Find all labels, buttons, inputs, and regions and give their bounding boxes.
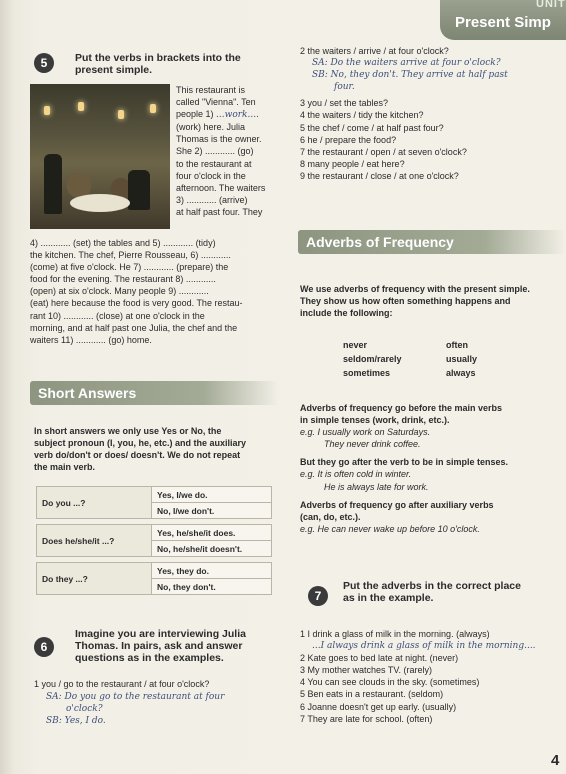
exercise-7-title <box>343 580 521 604</box>
text-line: 5 the chef / come / at half past four? <box>300 122 444 133</box>
text-line: the kitchen. The chef, Pierre Rousseau, 6) ............ <box>30 250 231 261</box>
text-line: They show us how often something happens and <box>300 296 511 307</box>
yes-answer-cell: Yes, I/we do. <box>152 487 272 503</box>
short-answers-table <box>36 486 272 595</box>
text-line: 7 the restaurant / open / at seven o'clock? <box>300 146 467 157</box>
text-line: people 1) ...work.... <box>176 109 259 121</box>
text-line: called "Vienna". Ten <box>176 97 256 108</box>
exercise-6-title-line: Imagine you are interviewing Julia <box>75 628 246 640</box>
text-line: 4 You can see clouds in the sky. (sometimes) <box>300 677 480 688</box>
text-line: food for the evening. The restaurant 8) ............ <box>30 274 216 285</box>
text-line: This restaurant is <box>176 85 246 95</box>
text-line: Adverbs of frequency go after auxiliary verbs <box>300 499 494 510</box>
lamp-icon <box>44 106 50 115</box>
table-row <box>37 563 272 579</box>
handwritten-answer: SA: Do the waiters arrive at four o'clock? <box>312 58 501 69</box>
page-number: 4 <box>551 752 560 769</box>
exercise-6-title-line: Thomas. In pairs, ask and answer <box>75 640 243 652</box>
text-line: in simple tenses (work, drink, etc.). <box>300 415 450 426</box>
lamp-icon <box>118 110 124 119</box>
exercise-7-number: 7 <box>308 586 328 606</box>
handwritten-answer: SB: Yes, I do. <box>46 716 106 727</box>
text-line: Adverbs of frequency go before the main verbs <box>300 403 503 413</box>
exercise-7-items <box>300 628 562 725</box>
text-line: In short answers we only use Yes or No, the <box>34 426 222 436</box>
text-line: four o'clock in the <box>176 170 246 181</box>
example-line: e.g. I usually work on Saturdays. <box>300 427 431 438</box>
exercise-5-text-full <box>30 237 280 346</box>
text-line: (open) at six o'clock. Many people 9) ............ <box>30 286 209 297</box>
no-answer-cell: No, he/she/it doesn't. <box>152 541 272 557</box>
handwritten-answer: SA: Do you go to the restaurant at four <box>46 692 225 703</box>
no-answer-cell: No, they don't. <box>152 579 272 595</box>
example-line: e.g. He can never wake up before 10 o'clock. <box>300 523 480 534</box>
text-line: to the restaurant at <box>176 158 252 169</box>
adverb-cell: sometimes <box>343 368 391 378</box>
question-cell: Do you ...? <box>37 487 152 519</box>
exercise-7-title-line: as in the example. <box>343 592 434 604</box>
exercise-5-title-line: Put the verbs in brackets into the <box>75 52 241 64</box>
exercise-7-title-line: Put the adverbs in the correct place <box>343 580 521 592</box>
unit-label: UNIT <box>536 0 566 10</box>
text-line: 9 the restaurant / close / at one o'clock? <box>300 170 459 181</box>
text-line: waiters 11) ............ (go) home. <box>30 334 152 345</box>
table-shape <box>70 194 130 212</box>
example-line: He is always late for work. <box>324 481 429 492</box>
adverbs-banner: Adverbs of Frequency <box>298 230 566 254</box>
table-row <box>37 525 272 541</box>
text-line: 7 They are late for school. (often) <box>300 713 433 724</box>
text-line: the main verb. <box>34 462 96 473</box>
text-line: include the following: <box>300 308 393 319</box>
diner-figure <box>128 170 150 210</box>
text-line: (eat) here because the food is very good. The restau- <box>30 298 243 309</box>
exercise-6-title-line: questions as in the examples. <box>75 652 224 664</box>
exercise-6-title <box>75 628 246 664</box>
text-line: 6 he / prepare the food? <box>300 134 397 145</box>
short-answers-banner: Short Answers <box>30 381 278 405</box>
adverb-cell: never <box>343 340 368 350</box>
text-line: 5 Ben eats in a restaurant. (seldom) <box>300 689 444 700</box>
question-cell: Does he/she/it ...? <box>37 525 152 557</box>
exercise-5-title <box>75 52 241 76</box>
adverb-cell: usually <box>446 354 478 364</box>
adverbs-intro <box>300 283 562 319</box>
exercise-5-title-line: present simple. <box>75 64 153 76</box>
header-title: Present Simp <box>455 14 551 31</box>
text-line: verb do/don't or does/ doesn't. We do not repeat <box>34 450 241 461</box>
handwritten-answer: ...I always drink a glass of milk in the morning.... <box>312 641 536 652</box>
text-line: (come) at five o'clock. He 7) ............ (prepare) the <box>30 262 229 273</box>
restaurant-photo <box>30 84 170 229</box>
text-line: But they go after the verb to be in simple tenses. <box>300 457 509 468</box>
example-line: e.g. It is often cold in winter. <box>300 469 412 480</box>
exercise-5-text-column <box>176 84 276 218</box>
handwritten-answer: four. <box>334 82 355 93</box>
table-row <box>37 487 272 503</box>
text-line: (can, do, etc.). <box>300 511 361 522</box>
text-line: afternoon. The waiters <box>176 182 266 193</box>
text-line: (work) here. Julia <box>176 122 246 133</box>
text-line: morning, and at half past one Julia, the chef and the <box>30 322 238 333</box>
example-line: They never drink coffee. <box>324 439 421 450</box>
exercise-5-number: 5 <box>34 53 54 73</box>
text-line: 2 Kate goes to bed late at night. (never) <box>300 653 459 664</box>
text-line: 3 you / set the tables? <box>300 98 389 109</box>
adverbs-rules <box>300 402 562 535</box>
question-cell: Do they ...? <box>37 563 152 595</box>
text-line: subject pronoun (I, you, he, etc.) and the auxiliary <box>34 438 247 449</box>
text-line: She 2) ............ (go) <box>176 146 254 157</box>
text-line: 1 you / go to the restaurant / at four o'clock? <box>34 679 210 689</box>
text-line: 4 the waiters / tidy the kitchen? <box>300 110 424 121</box>
text-line: 3) ............ (arrive) <box>176 194 248 205</box>
exercise-6-number: 6 <box>34 637 54 657</box>
yes-answer-cell: Yes, they do. <box>152 563 272 579</box>
text-line: rant 10) ............ (close) at one o'clock in the <box>30 310 205 321</box>
handwritten-answer: SB: No, they don't. They arrive at half past <box>312 70 508 81</box>
text-line: We use adverbs of frequency with the present simple. <box>300 284 530 294</box>
waiter-figure <box>44 154 62 214</box>
adverb-cell: always <box>446 368 476 378</box>
text-line: 1 I drink a glass of milk in the morning. (always) <box>300 629 490 639</box>
exercise-6-items <box>34 678 284 727</box>
adverb-cell: seldom/rarely <box>343 354 402 364</box>
lamp-icon <box>150 104 156 113</box>
text-line: 2 the waiters / arrive / at four o'clock? <box>300 46 449 56</box>
text-line <box>34 690 284 703</box>
text-line: 8 many people / eat here? <box>300 158 405 169</box>
adverb-cell: often <box>446 340 468 350</box>
exercise-5-questions <box>300 45 562 182</box>
text-line: 4) ............ (set) the tables and 5) ............ (tidy) <box>30 238 216 248</box>
text-line: 3 My mother watches TV. (rarely) <box>300 665 433 676</box>
text-line: 6 Joanne doesn't get up early. (usually) <box>300 701 457 712</box>
no-answer-cell: No, I/we don't. <box>152 503 272 519</box>
lamp-icon <box>78 102 84 111</box>
yes-answer-cell: Yes, he/she/it does. <box>152 525 272 541</box>
text-line: at half past four. They <box>176 206 263 217</box>
handwritten-answer: o'clock? <box>66 704 103 715</box>
short-answers-intro <box>34 425 279 473</box>
text-line: Thomas is the owner. <box>176 134 262 145</box>
